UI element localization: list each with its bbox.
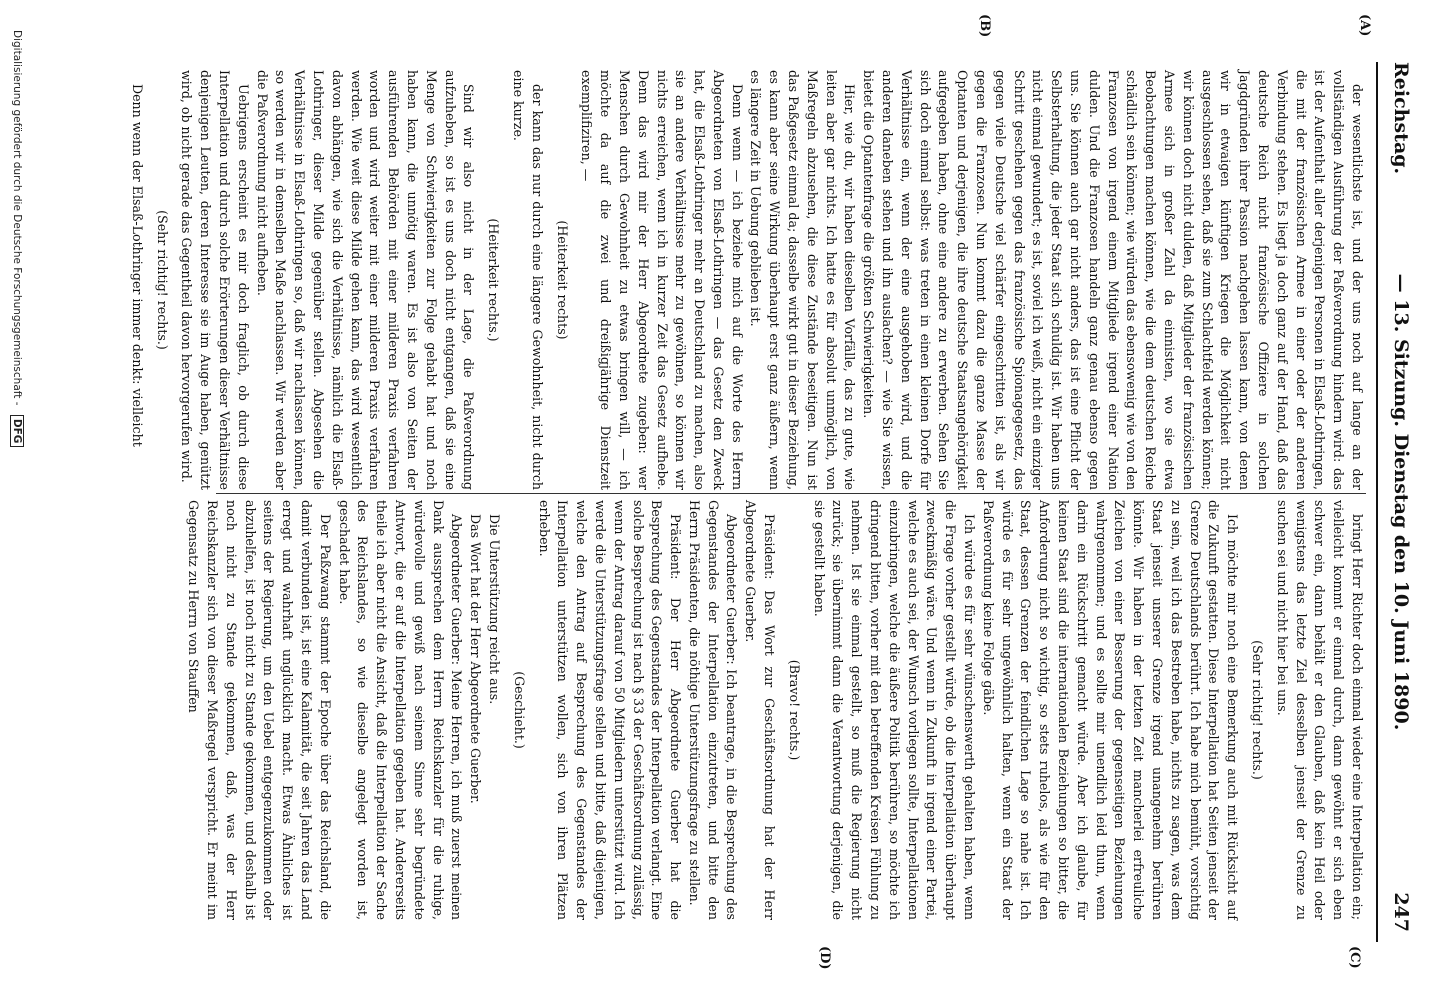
paragraph: Denn wenn — ich beziehe mich auf die Worte des Herrn Abgeordneten von Elsaß-Lothringen — das Gesetz den Zweck hat, die Elsaß-Lothringer mehr an Deutschland zu machen, also sie an andere Verhältnisse mehr zu gewöhnen, so können wir nichts erreichen, wenn ich in kurzer Zeit das Gesetz aufhebe. Denn das wird mir der Herr Abgeordnete zugeben: wer Menschen durch Gewohnheit zu etwas bringen will, — ich möchte da auf die zwei und dreißigjährige Dienstzeit exemplifiziren, — <box>579 70 745 490</box>
column-right <box>186 500 1366 920</box>
dfg-logo: DFG <box>10 415 24 448</box>
page-number: 247 <box>1390 892 1412 932</box>
stage-direction: (Sehr richtig! rechts.) <box>1250 640 1266 780</box>
margin-mark-c: (C) <box>1347 946 1362 969</box>
paragraph: Das Wort hat der Herr Abgeordnete Guerber. <box>468 514 484 804</box>
page-header <box>1376 62 1422 942</box>
header-center: — 13. Sitzung. Dienstag den 10. Juni 1890. <box>1390 273 1412 731</box>
margin-mark-b: (B) <box>977 14 992 38</box>
margin-mark-a: (A) <box>1357 14 1372 37</box>
paragraph: der kann das nur durch eine längere Gewohnheit, nicht durch eine kurze. <box>510 70 545 490</box>
margin-mark-d: (D) <box>817 946 832 970</box>
stage-direction: (Heiterkeit rechts.) <box>486 218 502 342</box>
stage-direction: (Heiterkeit rechts) <box>554 220 570 340</box>
stage-direction: (Bravo! rechts.) <box>786 659 802 761</box>
paragraph: Uebrigens erscheint es mir doch fraglich, ob durch diese Interpellation und durch solche Erörterungen dieser Verhältnisse denjenigen Leuten, deren Interesse sie im Auge haben, genützt wird, ob nicht gerade das Gegentheil davon hervorgerufen wird. <box>179 70 251 490</box>
paragraph: Der Paßzwang stammt der Epoche über das Reichsland, die damit verbunden ist, ist eine Kalamität, die seit Jahren das Land erregt und wahrhaft unglücklich macht. Etwas Ähnliches ist seitens der Regierung, um den Uebel entgegenzukommen oder abzuhelfen, ist noch nicht zu Stande gekommen, und deshalb ist noch nicht zu Stande gekommen, daß, was der Herr Reichskanzler sich von dieser Maßregel verspricht. Er meint im Gegensatz zu Herrn von Stauffen <box>186 500 333 920</box>
paragraph: Die Unterstützung reicht aus. <box>486 514 502 705</box>
paragraph: Denn wenn der Elsaß-Lothringer immer denkt: vielleicht <box>129 84 145 447</box>
stage-direction: (Geschieht.) <box>511 671 527 749</box>
paragraph: Abgeordneter Guerber: Meine Herren, ich muß zuerst meinen Dank aussprechen dem Herrn Reichskanzler für die ruhige, würdevolle und gewiß nach seinem Sinne sehr begründete Antwort, die er auf die Interpellation gegeben hat. Andererseits theile ich aber nicht die Ansicht, daß die Interpellation der Sache des Reichslandes, so wie dieselbe angelegt worden ist, geschadet habe. <box>336 500 465 920</box>
paragraph: bringt Herr Richter doch einmal wieder eine Interpellation ein; vielleicht kommt er einmal durch, dann gewöhnt er sich eben schwer ein, dann behält er den Glauben, daß kein Heil oder wenigstens das letzte Ziel desselben jenseit der Grenze zu suchen sei und nicht hier bei uns. <box>1274 500 1365 920</box>
paragraph: Hier, wie du, wir haben dieselben Vorfälle, das zu gute, wie leiten aber gar nichts. Ich hatte es für absolut unmöglich, von Maßregeln abzusehen, die diese Zustände beseitigen. Nun ist das Paßgesetz einmal da; dasselbe wirkt gut in dieser Beziehung, es kann aber seine Wirkung überhaupt erst ganz äußern, wenn es längere Zeit in Uebung geblieben ist. <box>748 70 858 490</box>
column-divider <box>216 493 1366 494</box>
column-left <box>129 70 1366 490</box>
paragraph: Sind wir also nicht in der Lage, die Paßverordnung aufzuheben, so ist es uns doch nicht entgangen, daß sie eine Menge von Schwierigkeiten zur Folge gehabt hat und noch haben kann, die unnötig waren. Es ist also von Seiten der ausführenden Behörden mit einer milderen Praxis verfahren worden und wird weiter mit einer milderen Praxis verfahren werden. Wie weit diese Milde gehen kann, das wird wesentlich davon abhängen, wie sich die Verhältnisse, nämlich die Elsaß-Lothringer, dieser Milde gegenüber stellen. Abgesehen die Verhältnisse in Elsaß-Lothringen so, daß wir nachlassen können, so werden wir in demselben Maße nachlassen. Wir werden aber die Paßverordnung nicht aufheben. <box>254 70 477 490</box>
paragraph: Ich möchte mir noch eine Bemerkung auch mit Rücksicht auf die Zukunft gestatten. Diese Interpellation hat Seiten jenseit der Grenze Deutschlands berührt. Ich habe mich bemüht, vorsichtig zu sein, weil ich das Bestreben habe, nichts zu sagen, was dem Staat jenseit unserer Grenze irgend unangenehm berühren könnte. Wir haben in der letzten Zeit mancherlei erfreuliche Zeichen von einer Besserung der gegenseitigen Beziehungen wahrgenommen; und es sollte mir unendlich leid thun, wenn darin ein Rückschritt gemacht würde. Aber ich glaube, für keinen Staat sind die internationalen Beziehungen so bitter, die Anforderung nicht so wichtig, so stets ruhelos, als wie für den Staat, dessen Grenzen der feindlichen Lage so nahe ist. Ich würde es für sehr ungewöhnlich halten, wenn ein Staat der Paßverordnung keine Folge gäbe. <box>980 500 1241 920</box>
paragraph: Präsident: Das Wort zur Geschäftsordnung hat der Herr Abgeordnete Guerber. <box>743 500 778 920</box>
stage-direction: (Sehr richtig! rechts.) <box>154 210 170 350</box>
paragraph: der wesentlichste ist, und der uns noch auf lange an der vollständigen Ausführung der Paßverordnung hindern wird: das ist der Aufenthalt aller derjenigen Personen in Elsaß-Lothringen, die mit der französischen Armee in einer oder der anderen Verbindung stehen. Es liegt ja doch ganz auf der Hand, daß das deutsche Reich nicht französische Offiziere in solchen Jagdgründen ihrer Passion nachgehen lassen kann, von denen wir in etwaigen künftigen Kriegen die Möglichkeit nicht ausgeschlossen sehen, daß sie zum Schlachtfeld werden können; wir können doch nicht dulden, daß Mitglieder der französischen Armee sich in großer Zahl da einnisten, wo sie etwa Beobachtungen machen können, wie die dem deutschen Reiche schädlich sein können; wie würden das ebensowenig wie von den Franzosen von irgend einem Mitgliede irgend einer Nation dulden. Und die Franzosen handeln ganz genau ebenso gegen uns. Sie können auch gar nicht anders, das ist eine Pflicht der Selbsterhaltung, die jeder Staat sich schuldig ist. Wir haben uns nicht einmal gewundert; es ist, soviel ich weiß, nicht ein einziger Schritt geschehen gegen das französische Spionagegesetz, das gegen viele Deutsche viel schärfer eingeschritten ist, als wir gegen die Franzosen. Nun kommt dazu die ganze Masse der Optanten und derjenigen, die ihre deutsche Staatsangehörigkeit aufgegeben haben, ohne eine andere zu erwerben. Sehen Sie sich doch einmal selbst: was treten in einen kleinen Dorfe für Verhältnisse ein, wenn der eine ausgehoben wird, und die anderen daneben stehen und ihn auslachen? — wie Sie wissen, bietet die Optantenfrage die größten Schwierigkeiten. <box>861 70 1365 490</box>
digitization-credit <box>10 30 24 970</box>
paragraph: Präsident: Der Herr Abgeordnete Guerber hat die Besprechung des Gegenstandes der Interpellation verlangt. Eine solche Besprechung ist nach § 33 der Geschäftsordnung zulässig, wenn der Antrag darauf von 50 Mitgliedern unterstützt wird. Ich werde die Unterstützungsfrage stellen und bitte, daß diejenigen, welche den Antrag auf Besprechung des Gegenstandes der Interpellation unterstützen wollen, sich von ihren Plätzen erheben. <box>536 500 684 920</box>
credit-text: Digitalisierung gefördert durch die Deutsche Forschungsgemeinschaft - <box>11 30 23 406</box>
header-left: Reichstag. <box>1390 62 1412 175</box>
paragraph: Ich würde es für sehr wünschenswerth gehalten haben, wenn die Frage vorher gestellt würde, ob die Interpellation überhaupt zweckmäßig wäre. Und wenn in Zukunft in irgend einer Partei, welche es auch sei, der Wunsch vorliegen sollte, Interpellationen einzubringen, welche die äußere Politik berühren, so möchte ich dringend bitten, vorher mit den betreffenden Kreisen Fühlung zu nehmen. Ist sie einmal gestellt, so muß die Regierung nicht zurück; sie übernimmt dann die Verantwortung derjenigen, die sie gestellt haben. <box>811 500 978 920</box>
paragraph: Abgeordneter Guerber: Ich beantrage, in die Besprechung des Gegenstandes der Interpellation einzutreten, und bitte den Herrn Präsidenten, die nöthige Unterstützungsfrage zu stellen. <box>686 500 740 920</box>
